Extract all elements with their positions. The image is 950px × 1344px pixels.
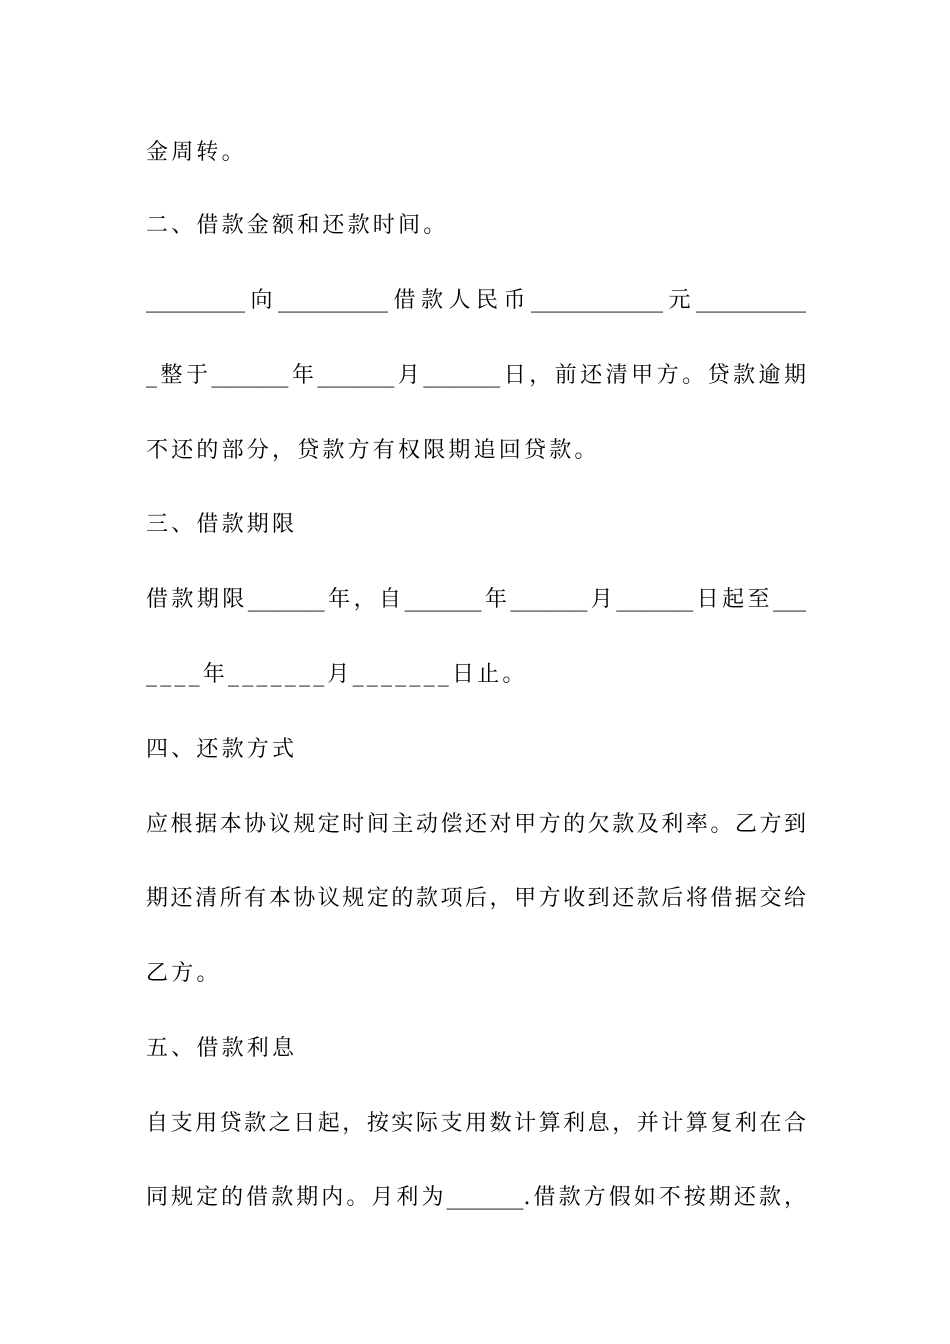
paragraph-line: _________向__________借款人民币____________元__________ <box>146 288 806 313</box>
paragraph-line: 应根据本协议规定时间主动偿还对甲方的欠款及利率。乙方到 <box>146 812 806 837</box>
section-heading-3: 三、借款期限 <box>146 512 298 537</box>
paragraph-line: 不还的部分，贷款方有权限期追回贷款。 <box>146 438 600 463</box>
paragraph-line: 借款期限_______年，自_______年_______月_______日起至___ <box>146 587 806 612</box>
paragraph-line: 自支用贷款之日起，按实际支用数计算利息，并计算复利在合 <box>146 1111 806 1136</box>
section-heading-2: 二、借款金额和还款时间。 <box>146 213 449 238</box>
paragraph-line: 金周转。 <box>146 140 247 165</box>
paragraph-line: 同规定的借款期内。月利为_______.借款方假如不按期还款， <box>146 1185 806 1210</box>
section-heading-4: 四、还款方式 <box>146 737 298 762</box>
paragraph-line: _整于_______年_______月_______日，前还清甲方。贷款逾期 <box>146 363 806 388</box>
paragraph-line: ____年_______月_______日止。 <box>146 662 528 687</box>
section-heading-5: 五、借款利息 <box>146 1036 298 1061</box>
paragraph-line: 乙方。 <box>146 961 222 986</box>
paragraph-line: 期还清所有本协议规定的款项后，甲方收到还款后将借据交给 <box>146 886 806 911</box>
